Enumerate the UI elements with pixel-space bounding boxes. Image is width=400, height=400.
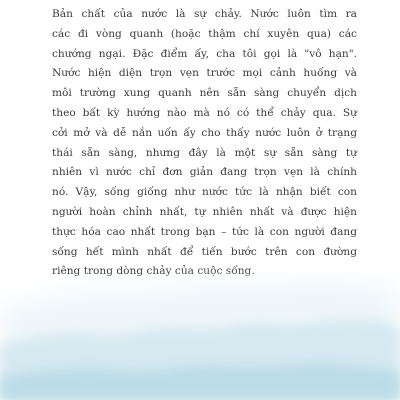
paragraph-line: cởi mở và dễ nắn uốn ấy cho thấy nước luôn ở trạng — [52, 126, 357, 139]
paragraph-line: các đi vòng quanh (hoặc thậm chí xuyên qua) các — [52, 27, 357, 40]
paragraph-line: nhiên vì nước chỉ đơn giản đang trọn vẹn là chính — [52, 166, 357, 179]
body-paragraph — [52, 5, 357, 282]
paragraph-line: theo bất kỳ hướng nào mà nó có thể chảy qua. Sự — [52, 106, 357, 119]
paragraph-line: chướng ngại. Đặc điểm ấy, cha tôi gọi là "vô hạn". — [52, 47, 357, 60]
paragraph-line: riêng trong dòng chảy của cuộc sống. — [52, 265, 255, 278]
paragraph-line: sống hết mình nhất để tiến bước trên con đường — [52, 245, 357, 258]
paragraph-line: nó. Vậy, sống giống như nước tức là nhận biết con — [52, 186, 357, 199]
paragraph-line: Bản chất của nước là sự chảy. Nước luôn tìm ra — [52, 8, 357, 20]
paragraph-line: thái sẵn sàng, nhưng đây là một sự sẵn sàng tự — [52, 146, 357, 159]
paragraph-line: Nước hiện diện trọn vẹn trước mọi cảnh huống và — [52, 67, 357, 80]
paragraph-line: thực hóa cao nhất trong bạn – tức là con người đang — [52, 225, 357, 238]
paragraph-line: môi trường xung quanh nên sẵn sàng chuyển dịch — [52, 87, 357, 100]
paragraph-line: người hoàn chỉnh nhất, tự nhiên nhất và được hiện — [52, 205, 357, 218]
watercolor-wash — [0, 270, 400, 400]
